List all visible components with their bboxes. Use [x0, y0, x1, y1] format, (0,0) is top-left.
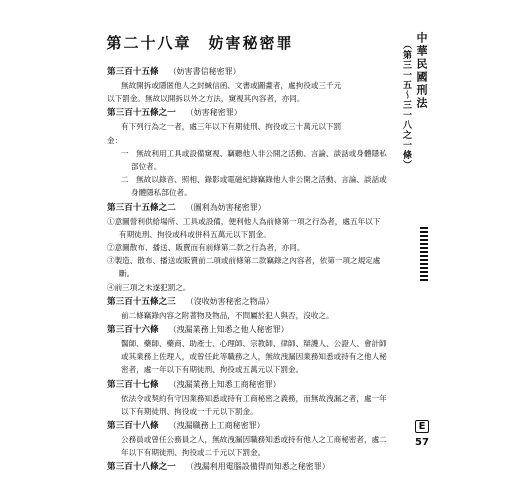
article-heading: [107, 378, 387, 392]
article-caption: （ 圖利為妨害秘密罪 ）: [186, 203, 266, 212]
article-heading: [107, 201, 387, 215]
article-caption: （ 洩漏業務上知悉之他人秘密罪 ）: [169, 325, 289, 334]
article-heading: [107, 419, 387, 433]
article-text: 二 無故以錄音、照相、錄影或電磁紀錄竊錄他人非公開之活動、言論、談話或身體隱私部位者。: [121, 175, 387, 198]
article-text: 金：: [107, 135, 123, 145]
article-text: 公務員或曾任公務員之人，無故洩漏因職務知悉或持有他人之工商秘密者，處二年以下有期徒刑、拘役或二千元以下罰金。: [121, 435, 387, 458]
thumb-index-bar: [420, 227, 428, 283]
article-heading: [107, 295, 387, 309]
article-text: 無故開拆或隱匿他人之封緘信函、文書或圖畫者，處拘役或三千元: [121, 81, 342, 90]
article-text: ②意圖散布、播送、販賣而有前條第二款之行為者，亦同。: [107, 243, 305, 253]
article-section: [107, 460, 387, 474]
article-text: ①意圖營利供給場所、工具或設備，便利他人為前條第一項之行為者，處五年以下有期徒刑、拘役或科或併科五萬元以下罰金。: [107, 216, 381, 239]
article-caption: （ 沒收妨害秘密之物品 ）: [186, 297, 274, 306]
article-number: 第三百十八條: [107, 421, 159, 432]
article-text: 醫師、藥師、藥商、助產士、心理師、宗教師、律師、辯護人、公證人、會計師或其業務上佐理人，或曾任此等職務之人，無故洩漏因業務知悉或持有之他人秘密者，處一年以下有期徒刑、拘役或五萬元以下罰金。: [121, 339, 387, 375]
article-number: 第三百十六條: [107, 325, 159, 336]
article-number: 第三百十五條: [107, 67, 159, 77]
article-section: [107, 378, 387, 418]
article-list: [107, 64, 387, 474]
article-text: ④前三項之未遂犯罰之。: [107, 282, 191, 292]
article-caption: （ 妨害秘密罪 ）: [186, 108, 242, 117]
article-text: 前二條竊錄內容之附著物及物品，不問屬於犯人與否，沒收之。: [121, 310, 334, 320]
page-number: [415, 420, 429, 448]
article-heading: [107, 323, 387, 337]
article-caption: （ 洩漏利用電腦設備得而知悉之秘密罪 ）: [186, 462, 330, 471]
side-law-title: 中華民國刑法: [415, 32, 428, 110]
article-section: [107, 419, 387, 459]
article-text: 有下列行為之一者，處三年以下有期徒刑、拘役或三十萬元以下罰: [121, 122, 342, 132]
article-heading: [107, 460, 387, 474]
side-running-title: [401, 32, 429, 170]
side-article-range: （第三一五～三一八之一條）: [401, 40, 411, 170]
article-section: [107, 295, 387, 322]
article-caption: （ 洩漏業務上知悉工商秘密罪 ）: [169, 380, 281, 389]
article-section: [107, 201, 387, 294]
article-section: [107, 323, 387, 377]
article-number: 第三百十五條之三: [107, 296, 176, 307]
page-section-letter: E: [415, 420, 429, 433]
article-heading: [107, 65, 387, 79]
article-text: 一 無故利用工具或設備窺視、竊聽他人非公開之活動、言論、談話或身體隱私部位者。: [121, 148, 387, 172]
article-text: 依法令或契約有守因業務知悉或持有工商秘密之義務，而無故洩漏之者，處一年以下有期徒刑、拘役或一千元以下罰金。: [121, 393, 387, 416]
article-heading: [107, 106, 387, 120]
article-section: [107, 106, 387, 199]
article-number: 第三百十五條之二: [107, 202, 176, 213]
article-number: 第三百十八條之一: [107, 462, 176, 473]
chapter-title: 第二十八章 妨害秘密罪: [106, 34, 294, 52]
article-caption: （ 洩漏職務上工商秘密罪 ）: [169, 421, 265, 430]
article-section: [107, 65, 387, 105]
page-number-value: 57: [415, 437, 429, 448]
article-caption: （ 妨害書信秘密罪 ）: [169, 67, 241, 76]
article-number: 第三百十五條之一: [107, 108, 176, 119]
article-number: 第三百十七條: [107, 379, 159, 390]
article-text: ③製造、散布、播送或販賣前二項或前條第二款竊錄之內容者，依第一項之規定處斷。: [107, 256, 381, 279]
article-text: 以下罰金。無故以開拆以外之方法，窺視其內容者，亦同。: [107, 94, 305, 104]
